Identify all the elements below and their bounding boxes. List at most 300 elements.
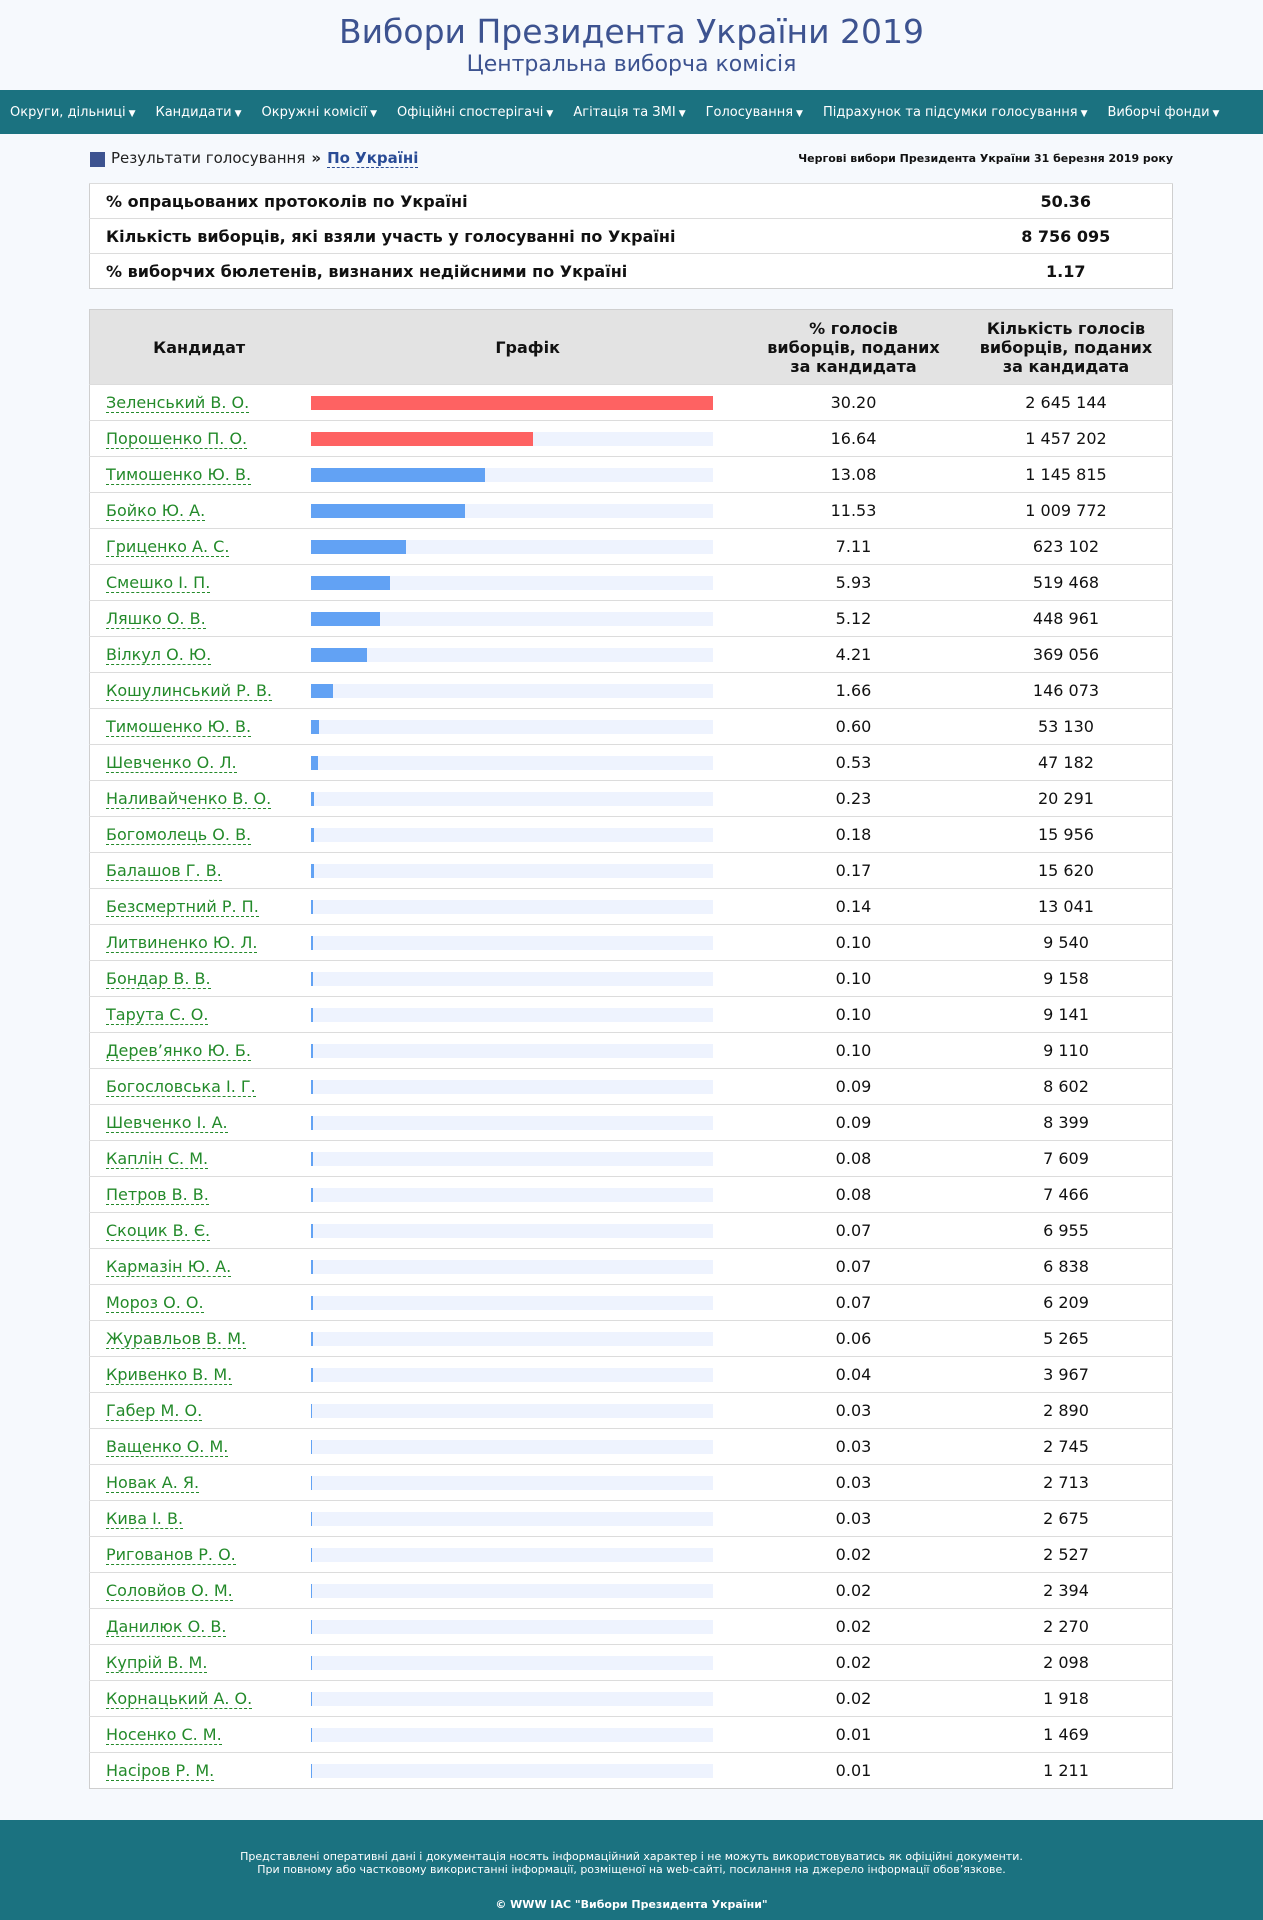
votes-cell: 20 291	[960, 781, 1173, 817]
votes-cell: 47 182	[960, 745, 1173, 781]
header-candidate: Кандидат	[90, 310, 309, 385]
graph-cell	[308, 1033, 747, 1069]
graph-cell	[308, 997, 747, 1033]
table-row	[90, 1357, 1173, 1393]
candidate-cell	[90, 745, 309, 781]
bar-track	[311, 576, 713, 590]
nav-label: Виборчі фонди	[1107, 104, 1210, 120]
candidate-link[interactable]: Насіров Р. М.	[106, 1761, 215, 1780]
candidate-cell	[90, 997, 309, 1033]
candidate-link[interactable]: Балашов Г. В.	[106, 861, 222, 880]
vote-bar	[311, 720, 319, 734]
vote-bar	[311, 468, 485, 482]
candidate-cell	[90, 1717, 309, 1753]
graph-cell	[308, 1429, 747, 1465]
candidate-cell	[90, 493, 309, 529]
candidate-cell	[90, 1177, 309, 1213]
caret-down-icon: ▼	[1080, 108, 1088, 119]
table-row	[90, 673, 1173, 709]
vote-bar	[311, 1368, 313, 1382]
votes-cell: 13 041	[960, 889, 1173, 925]
bar-track	[311, 1440, 713, 1454]
header-pct-line: % голосів	[809, 318, 898, 338]
candidate-link[interactable]: Наливайченко В. О.	[106, 789, 272, 808]
graph-cell	[308, 1177, 747, 1213]
nav-label: Голосування	[705, 104, 794, 120]
graph-cell	[308, 1501, 747, 1537]
graph-cell	[308, 1285, 747, 1321]
pct-cell: 0.08	[747, 1141, 960, 1177]
candidate-link[interactable]: Шевченко І. А.	[106, 1113, 228, 1132]
candidate-cell	[90, 781, 309, 817]
nav-districts[interactable]	[10, 105, 135, 120]
votes-cell: 1 918	[960, 1681, 1173, 1717]
votes-cell: 2 675	[960, 1501, 1173, 1537]
graph-cell	[308, 853, 747, 889]
table-row	[90, 709, 1173, 745]
vote-bar	[311, 792, 314, 806]
votes-cell: 623 102	[960, 529, 1173, 565]
candidate-cell	[90, 385, 309, 421]
candidate-link[interactable]: Бондар В. В.	[106, 969, 211, 988]
pct-cell: 13.08	[747, 457, 960, 493]
bar-track	[311, 1692, 713, 1706]
pct-cell: 0.03	[747, 1393, 960, 1429]
candidate-link[interactable]: Шевченко О. Л.	[106, 753, 237, 772]
candidate-cell	[90, 1537, 309, 1573]
bar-track	[311, 1476, 713, 1490]
nav-label: Окружні комісії	[261, 104, 368, 120]
candidate-cell	[90, 1681, 309, 1717]
table-row	[90, 1249, 1173, 1285]
candidate-cell	[90, 889, 309, 925]
summary-value: 1.17	[960, 254, 1173, 289]
header-votes	[960, 310, 1173, 385]
pct-cell: 0.02	[747, 1609, 960, 1645]
table-row	[90, 961, 1173, 997]
graph-cell	[308, 385, 747, 421]
vote-bar	[311, 900, 313, 914]
candidate-link[interactable]: Новак А. Я.	[106, 1473, 200, 1492]
candidate-link[interactable]: Каплін С. М.	[106, 1149, 209, 1168]
table-row	[90, 601, 1173, 637]
caret-down-icon: ▼	[234, 108, 242, 119]
votes-cell: 1 009 772	[960, 493, 1173, 529]
candidate-link[interactable]: Порошенко П. О.	[106, 429, 248, 448]
votes-cell: 448 961	[960, 601, 1173, 637]
votes-cell: 8 602	[960, 1069, 1173, 1105]
results-body	[90, 385, 1173, 1789]
candidate-cell	[90, 1609, 309, 1645]
candidate-link[interactable]: Ляшко О. В.	[106, 609, 206, 628]
candidate-link[interactable]: Кошулинський Р. В.	[106, 681, 272, 700]
candidate-cell	[90, 1357, 309, 1393]
votes-cell: 9 540	[960, 925, 1173, 961]
bar-track	[311, 900, 713, 914]
graph-cell	[308, 493, 747, 529]
table-row	[90, 637, 1173, 673]
bar-track	[311, 1512, 713, 1526]
candidate-cell	[90, 709, 309, 745]
bar-track	[311, 1584, 713, 1598]
bar-track	[311, 720, 713, 734]
votes-cell: 5 265	[960, 1321, 1173, 1357]
candidate-cell	[90, 1141, 309, 1177]
table-row	[90, 1681, 1173, 1717]
votes-cell: 1 211	[960, 1753, 1173, 1789]
pct-cell: 0.53	[747, 745, 960, 781]
vote-bar	[311, 1080, 313, 1094]
table-row	[90, 817, 1173, 853]
bar-track	[311, 1656, 713, 1670]
nav-observers[interactable]	[397, 105, 553, 120]
pct-cell: 0.06	[747, 1321, 960, 1357]
table-row	[90, 1177, 1173, 1213]
breadcrumb-separator: »	[311, 149, 322, 167]
nav-campaign-media[interactable]	[573, 105, 685, 120]
pct-cell: 0.17	[747, 853, 960, 889]
graph-cell	[308, 889, 747, 925]
candidate-link[interactable]: Соловйов О. М.	[106, 1581, 233, 1600]
bar-track	[311, 504, 713, 518]
candidate-link[interactable]: Кривенко В. М.	[106, 1365, 233, 1384]
pct-cell: 0.02	[747, 1681, 960, 1717]
candidate-link[interactable]: Корнацький А. О.	[106, 1689, 253, 1708]
candidate-link[interactable]: Богомолець О. В.	[106, 825, 252, 844]
votes-cell: 1 469	[960, 1717, 1173, 1753]
votes-cell: 2 745	[960, 1429, 1173, 1465]
votes-cell: 2 270	[960, 1609, 1173, 1645]
candidate-cell	[90, 601, 309, 637]
table-row	[90, 565, 1173, 601]
table-row	[90, 1609, 1173, 1645]
nav-label: Округи, дільниці	[10, 104, 126, 120]
table-row	[90, 1717, 1173, 1753]
table-row	[90, 1285, 1173, 1321]
votes-cell: 519 468	[960, 565, 1173, 601]
pct-cell: 0.10	[747, 925, 960, 961]
votes-cell: 2 713	[960, 1465, 1173, 1501]
candidate-link[interactable]: Зеленський В. О.	[106, 393, 250, 412]
candidate-link[interactable]: Скоцик В. Є.	[106, 1221, 211, 1240]
pct-cell: 7.11	[747, 529, 960, 565]
table-row	[90, 997, 1173, 1033]
header-pct-line: за кандидата	[790, 356, 917, 376]
pct-cell: 1.66	[747, 673, 960, 709]
candidate-cell	[90, 817, 309, 853]
vote-bar	[311, 1116, 313, 1130]
vote-bar	[311, 1224, 313, 1238]
table-row	[90, 1321, 1173, 1357]
footer-disclaimer-line1: Представлені оперативні дані і документація носять інформаційний характер і не можуть використовуватись як офіційні документи.	[240, 1850, 1023, 1863]
bar-track	[311, 1332, 713, 1346]
graph-cell	[308, 1393, 747, 1429]
vote-bar	[311, 864, 313, 878]
graph-cell	[308, 601, 747, 637]
votes-cell: 15 620	[960, 853, 1173, 889]
candidate-cell	[90, 1429, 309, 1465]
table-row	[90, 1465, 1173, 1501]
candidate-link[interactable]: Носенко С. М.	[106, 1725, 222, 1744]
summary-row	[90, 254, 1173, 289]
pct-cell: 0.02	[747, 1573, 960, 1609]
section-square-icon	[90, 152, 105, 167]
candidate-link[interactable]: Дерев’янко Ю. Б.	[106, 1041, 251, 1060]
table-row	[90, 1645, 1173, 1681]
bar-track	[311, 1080, 713, 1094]
breadcrumb-text	[111, 149, 418, 167]
pct-cell: 0.03	[747, 1501, 960, 1537]
pct-cell: 11.53	[747, 493, 960, 529]
table-row	[90, 1393, 1173, 1429]
votes-cell: 8 399	[960, 1105, 1173, 1141]
graph-cell	[308, 1105, 747, 1141]
votes-cell: 2 890	[960, 1393, 1173, 1429]
nav-label: Підрахунок та підсумки голосування	[822, 104, 1078, 120]
vote-bar	[311, 1152, 313, 1166]
summary-label: Кількість виборців, які взяли участь у голосуванні по Україні	[90, 219, 960, 254]
table-row	[90, 889, 1173, 925]
nav-counting-results[interactable]	[823, 105, 1088, 120]
graph-cell	[308, 1141, 747, 1177]
candidate-link[interactable]: Безсмертний Р. П.	[106, 897, 259, 916]
bar-track	[311, 756, 713, 770]
pct-cell: 0.01	[747, 1717, 960, 1753]
table-row	[90, 457, 1173, 493]
bar-track	[311, 1044, 713, 1058]
graph-cell	[308, 1681, 747, 1717]
pct-cell: 0.09	[747, 1105, 960, 1141]
candidate-cell	[90, 1393, 309, 1429]
summary-table	[89, 183, 1173, 289]
candidate-cell	[90, 1285, 309, 1321]
votes-cell: 53 130	[960, 709, 1173, 745]
footer-copyright: © WWW ІАС "Вибори Президента України"	[495, 1898, 768, 1911]
votes-cell: 369 056	[960, 637, 1173, 673]
candidate-link[interactable]: Купрій В. М.	[106, 1653, 208, 1672]
pct-cell: 0.07	[747, 1213, 960, 1249]
pct-cell: 5.12	[747, 601, 960, 637]
table-row	[90, 1573, 1173, 1609]
candidate-link[interactable]: Кармазін Ю. А.	[106, 1257, 232, 1276]
bar-track	[311, 1620, 713, 1634]
candidate-link[interactable]: Тимошенко Ю. В.	[106, 465, 252, 484]
pct-cell: 0.01	[747, 1753, 960, 1789]
summary-row	[90, 184, 1173, 219]
candidate-cell	[90, 529, 309, 565]
bar-track	[311, 540, 713, 554]
votes-cell: 6 209	[960, 1285, 1173, 1321]
candidate-link[interactable]: Богословська І. Г.	[106, 1077, 256, 1096]
votes-cell: 2 645 144	[960, 385, 1173, 421]
nav-candidates[interactable]	[155, 105, 241, 120]
vote-bar	[311, 684, 333, 698]
candidate-link[interactable]: Мороз О. О.	[106, 1293, 204, 1312]
vote-bar	[311, 1296, 313, 1310]
table-row	[90, 1753, 1173, 1789]
bar-track	[311, 612, 713, 626]
table-row	[90, 925, 1173, 961]
bar-track	[311, 1728, 713, 1742]
candidate-cell	[90, 421, 309, 457]
pct-cell: 0.02	[747, 1645, 960, 1681]
bar-track	[311, 1116, 713, 1130]
bar-track	[311, 684, 713, 698]
pct-cell: 0.60	[747, 709, 960, 745]
vote-bar	[311, 1260, 313, 1274]
bar-track	[311, 792, 713, 806]
vote-bar	[311, 972, 313, 986]
graph-cell	[308, 1609, 747, 1645]
pct-cell: 0.03	[747, 1429, 960, 1465]
graph-cell	[308, 1645, 747, 1681]
table-row	[90, 1141, 1173, 1177]
candidate-cell	[90, 1321, 309, 1357]
caret-down-icon: ▼	[370, 108, 378, 119]
graph-cell	[308, 1753, 747, 1789]
candidate-link[interactable]: Ригованов Р. О.	[106, 1545, 236, 1564]
vote-bar	[311, 504, 465, 518]
candidate-link[interactable]: Тимошенко Ю. В.	[106, 717, 252, 736]
graph-cell	[308, 1069, 747, 1105]
candidate-link[interactable]: Тарута С. О.	[106, 1005, 209, 1024]
graph-cell	[308, 1465, 747, 1501]
bar-track	[311, 648, 713, 662]
table-row	[90, 385, 1173, 421]
candidate-link[interactable]: Габер М. О.	[106, 1401, 203, 1420]
pct-cell: 0.02	[747, 1537, 960, 1573]
results-table	[89, 309, 1173, 1789]
table-row	[90, 421, 1173, 457]
bar-track	[311, 828, 713, 842]
bar-track	[311, 1764, 713, 1778]
summary-value: 50.36	[960, 184, 1173, 219]
footer-disclaimer-line2: При повному або частковому використанні інформації, розміщеної на web-сайті, посилання на джерело інформації обов’язкове.	[257, 1863, 1006, 1876]
vote-bar	[311, 1044, 313, 1058]
summary-label: % виборчих бюлетенів, визнаних недійсними по Україні	[90, 254, 960, 289]
vote-bar	[311, 396, 713, 410]
nav-label: Офіційні спостерігачі	[397, 104, 544, 120]
vote-bar	[311, 936, 313, 950]
candidate-link[interactable]: Вілкул О. Ю.	[106, 645, 212, 664]
table-row	[90, 745, 1173, 781]
candidate-cell	[90, 1645, 309, 1681]
caret-down-icon: ▼	[796, 108, 803, 119]
candidate-link[interactable]: Смешко І. П.	[106, 573, 211, 592]
bar-track	[311, 1548, 713, 1562]
site-footer	[0, 1820, 1263, 1920]
graph-cell	[308, 961, 747, 997]
summary-value: 8 756 095	[960, 219, 1173, 254]
candidate-link[interactable]: Ващенко О. М.	[106, 1437, 229, 1456]
header-pct-line: виборців, поданих	[767, 337, 940, 357]
graph-cell	[308, 745, 747, 781]
bar-track	[311, 1404, 713, 1418]
votes-cell: 2 527	[960, 1537, 1173, 1573]
pct-cell: 0.10	[747, 997, 960, 1033]
pct-cell: 30.20	[747, 385, 960, 421]
vote-bar	[311, 1332, 313, 1346]
vote-bar	[311, 1008, 313, 1022]
bar-track	[311, 1368, 713, 1382]
caret-down-icon: ▼	[546, 108, 554, 119]
vote-bar	[311, 540, 406, 554]
graph-cell	[308, 673, 747, 709]
bar-track	[311, 1260, 713, 1274]
nav-commissions[interactable]	[262, 105, 378, 120]
candidate-cell	[90, 1105, 309, 1141]
votes-cell: 15 956	[960, 817, 1173, 853]
graph-cell	[308, 421, 747, 457]
header-votes-line: Кількість голосів	[986, 318, 1146, 338]
candidate-link[interactable]: Данилюк О. В.	[106, 1617, 227, 1636]
site-subtitle: Центральна виборча комісія	[466, 52, 797, 77]
site-header	[0, 0, 1263, 90]
votes-cell: 1 145 815	[960, 457, 1173, 493]
graph-cell	[308, 457, 747, 493]
graph-cell	[308, 565, 747, 601]
candidate-cell	[90, 1465, 309, 1501]
votes-cell: 6 955	[960, 1213, 1173, 1249]
candidate-cell	[90, 1213, 309, 1249]
bar-track	[311, 936, 713, 950]
pct-cell: 0.07	[747, 1249, 960, 1285]
bar-track	[311, 972, 713, 986]
candidate-link[interactable]: Гриценко А. С.	[106, 537, 230, 556]
breadcrumb-current-link[interactable]: По Україні	[327, 149, 419, 167]
main-content	[89, 145, 1173, 1789]
pct-cell: 0.10	[747, 961, 960, 997]
candidate-cell	[90, 1501, 309, 1537]
vote-bar	[311, 612, 379, 626]
votes-cell: 146 073	[960, 673, 1173, 709]
graph-cell	[308, 925, 747, 961]
table-row	[90, 853, 1173, 889]
candidate-link[interactable]: Бойко Ю. А.	[106, 501, 206, 520]
candidate-cell	[90, 457, 309, 493]
nav-election-funds[interactable]	[1108, 105, 1220, 120]
bar-track	[311, 432, 713, 446]
candidate-link[interactable]: Журавльов В. М.	[106, 1329, 247, 1348]
pct-cell: 0.08	[747, 1177, 960, 1213]
bar-track	[311, 1188, 713, 1202]
table-row	[90, 1429, 1173, 1465]
table-row	[90, 1069, 1173, 1105]
election-name: Чергові вибори Президента України 31 березня 2019 року	[798, 152, 1173, 165]
graph-cell	[308, 709, 747, 745]
candidate-link[interactable]: Петров В. В.	[106, 1185, 209, 1204]
nav-voting[interactable]	[706, 105, 803, 120]
graph-cell	[308, 781, 747, 817]
graph-cell	[308, 529, 747, 565]
vote-bar	[311, 756, 318, 770]
pct-cell: 0.14	[747, 889, 960, 925]
candidate-cell	[90, 1033, 309, 1069]
graph-cell	[308, 637, 747, 673]
candidate-cell	[90, 853, 309, 889]
pct-cell: 0.07	[747, 1285, 960, 1321]
bar-track	[311, 1152, 713, 1166]
caret-down-icon: ▼	[128, 108, 136, 119]
votes-cell: 9 141	[960, 997, 1173, 1033]
candidate-link[interactable]: Литвиненко Ю. Л.	[106, 933, 258, 952]
candidate-link[interactable]: Кива І. В.	[106, 1509, 184, 1528]
candidate-cell	[90, 925, 309, 961]
nav-label: Агітація та ЗМІ	[573, 104, 676, 120]
graph-cell	[308, 1537, 747, 1573]
candidate-cell	[90, 1753, 309, 1789]
votes-cell: 2 394	[960, 1573, 1173, 1609]
